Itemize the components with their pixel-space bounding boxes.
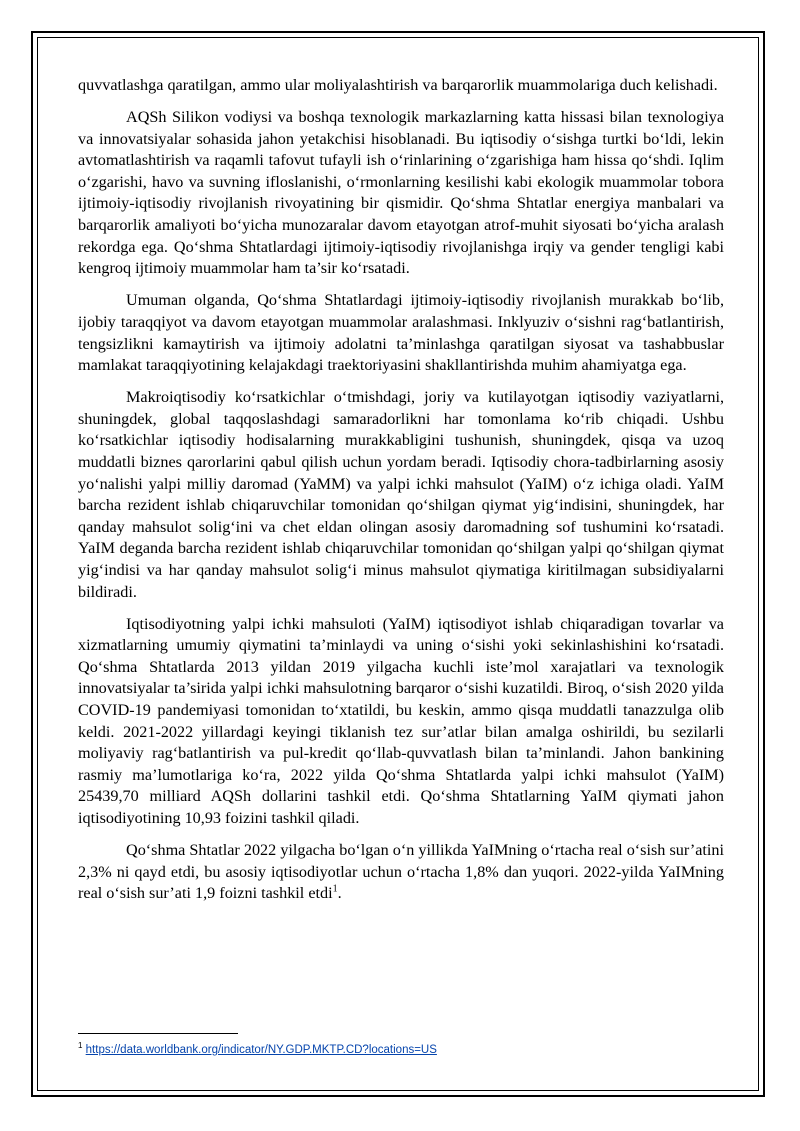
paragraph-6-text: Qo‘shma Shtatlar 2022 yilgacha bo‘lgan o‘n yillikda YaIMning o‘rtacha real o‘sish sur’atini 2,3% ni qayd etdi, bu asosiy iqtisodiyotlar uchun o‘rtacha 1,8% dan yuqori. 2022-yilda YaIMning real o‘sish sur’ati 1,9 foizni tashkil etdi: [78, 841, 724, 903]
footnote-link[interactable]: https://data.worldbank.org/indicator/NY.GDP.MKTP.CD?locations=US: [85, 1043, 437, 1056]
paragraph-4: Makroiqtisodiy ko‘rsatkichlar o‘tmishdagi, joriy va kutilayotgan iqtisodiy vaziyatlarni, shuningdek, global taqqoslashdagi samaradorlikni har tomonlama ko‘rib chiqadi. Ushbu ko‘rsatkichlar iqtisodiy hodisalarning murakkabligini tushunish, shuningdek, qisqa va uzoq muddatli biznes qarorlarini qabul qilish uchun yordam beradi. Iqtisodiy chora-tadbirlarning asosiy yo‘nalishi yalpi milliy daromad (YaMM) va yalpi ichki mahsulot (YaIM) o‘z ichiga oladi. YaIM barcha rezident ishlab chiqaruvchilar tomonidan qo‘shilgan qiymat yig‘indisini, shuningdek, har qanday mahsulot solig‘ini va chet eldan olingan asosiy daromadning sof tushumini ko‘rsatadi. YaIM deganda barcha rezident ishlab chiqaruvchilar tomonidan qo‘shilgan yalpi qo‘shilgan qiymat yig‘indisi va har qanday mahsulot solig‘i minus mahsulot qiymatiga kiritilmagan subsidiyalarni bildiradi.: [78, 388, 724, 601]
paragraph-2: AQSh Silikon vodiysi va boshqa texnologik markazlarning katta hissasi bilan texnologiya va innovatsiyalar sohasida jahon yetakchisi hisoblanadi. Bu iqtisodiy o‘sishga turtki bo‘ldi, lekin avtomatlashtirish va raqamli tafovut tufayli ish o‘rinlarining o‘zgarishiga ham hissa qo‘shdi. Iqlim o‘zgarishi, havo va suvning ifloslanishi, o‘rmonlarning kesilishi kabi ekologik muammolar tobora ijtimoiy-iqtisodiy rivojlanish rivoyatining bir qismidir. Qo‘shma Shtatlar energiya manbalari va barqarorlik amaliyoti bo‘yicha munozaralar davom etayotgan atrof-muhit siyosati bo‘yicha aralash rekordga ega. Qo‘shma Shtatlardagi ijtimoiy-iqtisodiy rivojlanishga irqiy va gender tengligi kabi kengroq ijtimoiy muammolar ham ta’sir ko‘rsatadi.: [78, 108, 724, 278]
paragraph-3: Umuman olganda, Qo‘shma Shtatlardagi ijtimoiy-iqtisodiy rivojlanish murakkab bo‘lib, ijobiy taraqqiyot va davom etayotgan muammolar aralashmasi. Inklyuziv o‘sishni rag‘batlantirish, tengsizlikni kamaytirish va ijtimoiy adolatni ta’minlashga qaratilgan siyosat va tashabbuslar mamlakat taraqqiyotining kelajakdagi traektoriyasini shakllantirishda muhim ahamiyatga ega.: [78, 291, 724, 375]
paragraph-1: quvvatlashga qaratilgan, ammo ular moliyalashtirish va barqarorlik muammolariga duch kelishadi.: [78, 76, 718, 94]
footnote-reference[interactable]: 1: [332, 883, 338, 895]
footnote: [78, 1039, 437, 1057]
paragraph-5: Iqtisodiyotning yalpi ichki mahsuloti (YaIM) iqtisodiyot ishlab chiqaradigan tovarlar va xizmatlarning umumiy qiymatini ta’minlaydi va uning o‘sishi yoki sekinlashishini ko‘rsatadi. Qo‘shma Shtatlarda 2013 yildan 2019 yilgacha kuchli iste’mol xarajatlari va texnologik innovatsiyalar ta’sirida yalpi ichki mahsulotning barqaror o‘sishi kuzatildi. Biroq, o‘sish 2020 yilda COVID-19 pandemiyasi tomonidan to‘xtatildi, bu keskin, ammo qisqa muddatli tanazzulga olib keldi. 2021-2022 yillardagi keyingi tiklanish tez sur’atlar bilan amalga oshirildi, bu sezilarli moliyaviy rag‘batlantirish va pul-kredit qo‘llab-quvvatlash bilan ta’minlandi. Jahon bankining rasmiy ma’lumotlariga ko‘ra, 2022 yilda Qo‘shma Shtatlarda yalpi ichki mahsulot (YaIM) 25439,70 milliard AQSh dollarini tashkil etdi. Qo‘shma Shtatlarning YaIM qiymati jahon iqtisodiyotining 10,93 foizini tashkil qiladi.: [78, 614, 724, 827]
document-body: [78, 75, 724, 915]
footnote-separator: [78, 1033, 238, 1034]
footnote-number: 1: [78, 1041, 83, 1050]
paragraph-6: Qo‘shma Shtatlar 2022 yilgacha bo‘lgan o‘n yillikda YaIMning o‘rtacha real o‘sish sur’atini 2,3% ni qayd etdi, bu asosiy iqtisodiyotlar uchun o‘rtacha 1,8% dan yuqori. 2022-yilda YaIMning real o‘sish sur’ati 1,9 foizni tashkil etdi$^1$.: [78, 841, 724, 903]
